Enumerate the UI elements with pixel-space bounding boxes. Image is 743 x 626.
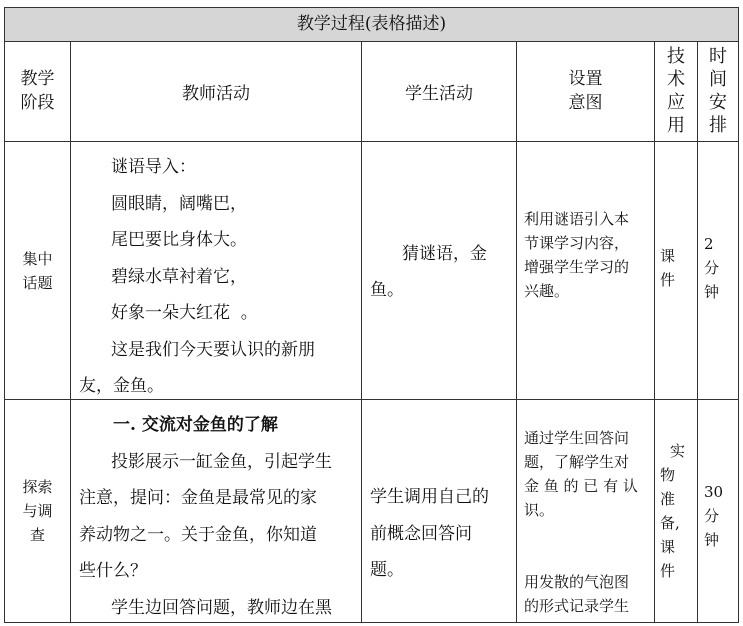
header-tech-char: 技 (667, 45, 685, 68)
row2-time-char: 钟 (704, 528, 738, 552)
row1-tech (660, 244, 696, 292)
row2-intent-line: 金 鱼 的 已 有 认 (524, 474, 654, 498)
row2-tech-char: 物 (660, 463, 696, 487)
row2-student-line: 学生调用自己的 (370, 479, 516, 516)
row2-student-activity (370, 479, 516, 589)
header-time (698, 41, 738, 141)
row1-teacher-line: 谜语导入： (79, 149, 361, 186)
header-tech-char: 术 (667, 68, 685, 91)
row1-tech-char: 课 (660, 244, 696, 268)
row2-stage-line: 探索 (22, 475, 52, 499)
header-time-char: 时 (709, 45, 727, 68)
row1-time-char: 分 (704, 256, 738, 280)
header-stage-line: 阶段 (21, 91, 55, 115)
row1-stage-line: 话题 (22, 271, 52, 295)
header-time-char: 排 (709, 114, 727, 137)
header-time-char: 间 (709, 68, 727, 91)
row2-teacher-activity (79, 407, 361, 626)
row1-teacher-activity (79, 149, 361, 405)
row2-intent-line: 用发散的气泡图 (524, 570, 654, 594)
row2-teacher-line: 养动物之一。关于金鱼，你知道 (79, 517, 361, 554)
header-stage-line: 教学 (21, 67, 55, 91)
row2-intent-line: 题，了解学生对 (524, 450, 654, 474)
lesson-table (4, 7, 739, 623)
row2-time (704, 480, 738, 552)
row1-teacher-line: 友，金鱼。 (79, 368, 361, 405)
row2-tech (660, 439, 696, 583)
header-intent-line: 意图 (569, 91, 603, 115)
row2-student-line: 题。 (370, 552, 516, 589)
row1-intent-line: 节课学习内容， (524, 231, 654, 255)
row2-teacher-line: 注意，提问：金鱼是最常见的家 (79, 480, 361, 517)
row2-tech-char: 准 (660, 487, 696, 511)
header-stage (5, 41, 70, 141)
row1-teacher-line: 这是我们今天要认识的新朋 (79, 332, 361, 369)
row2-intent-line: 的形式记录学生 (524, 594, 654, 618)
row1-intent-line: 利用谜语引入本 (524, 207, 654, 231)
row2-time-char: 分 (704, 504, 738, 528)
row1-stage-line: 集中 (22, 247, 52, 271)
row1-intent-line: 兴趣。 (524, 279, 654, 303)
row1-student-activity (370, 236, 516, 308)
row1-time (704, 232, 738, 304)
row2-teacher-heading: 一. 交流对金鱼的了解 (79, 407, 361, 444)
row1-intent-line: 增强学生学习的 (524, 255, 654, 279)
row1-time-char: 钟 (704, 280, 738, 304)
row-divider (4, 141, 739, 142)
row2-stage-line: 查 (30, 523, 45, 547)
row2-intent-line: 通过学生回答问 (524, 426, 654, 450)
column-divider (738, 41, 739, 623)
row2-intent-line: 识。 (524, 498, 654, 522)
row1-teacher-line: 好象一朵大红花 。 (79, 295, 361, 332)
header-intent-line: 设置 (569, 67, 603, 91)
row2-stage-line: 与调 (22, 499, 52, 523)
row2-time-char: 30 (704, 480, 738, 504)
header-time-char: 安 (709, 91, 727, 114)
header-tech (655, 41, 697, 141)
header-tech-char: 应 (667, 91, 685, 114)
header-student: 学生活动 (362, 41, 516, 141)
row2-intent (524, 426, 654, 618)
row2-teacher-line: 学生边回答问题，教师边在黑 (79, 590, 361, 626)
row1-intent (524, 207, 654, 303)
row2-stage (5, 400, 70, 622)
row1-teacher-line: 圆眼睛，阔嘴巴， (79, 186, 361, 223)
row2-tech-char: 备, (660, 511, 696, 535)
header-intent (517, 41, 654, 141)
row1-stage (5, 142, 70, 399)
row2-intent-gap (524, 522, 654, 570)
header-tech-char: 用 (667, 114, 685, 137)
row2-tech-char: 实 (660, 439, 696, 463)
row1-tech-char: 件 (660, 268, 696, 292)
table-title: 教学过程(表格描述) (4, 7, 739, 42)
row1-teacher-line: 尾巴要比身体大。 (79, 222, 361, 259)
header-teacher: 教师活动 (71, 41, 361, 141)
row2-tech-char: 件 (660, 559, 696, 583)
row1-time-char: 2 (704, 232, 738, 256)
row2-teacher-line: 些什么？ (79, 553, 361, 590)
row1-student-line: 猜谜语，金 (370, 236, 516, 272)
row2-student-line: 前概念回答问 (370, 516, 516, 553)
row2-teacher-line: 投影展示一缸金鱼，引起学生 (79, 444, 361, 481)
row1-student-line: 鱼。 (370, 272, 516, 308)
row1-teacher-line: 碧绿水草衬着它， (79, 259, 361, 296)
row2-tech-char: 课 (660, 535, 696, 559)
